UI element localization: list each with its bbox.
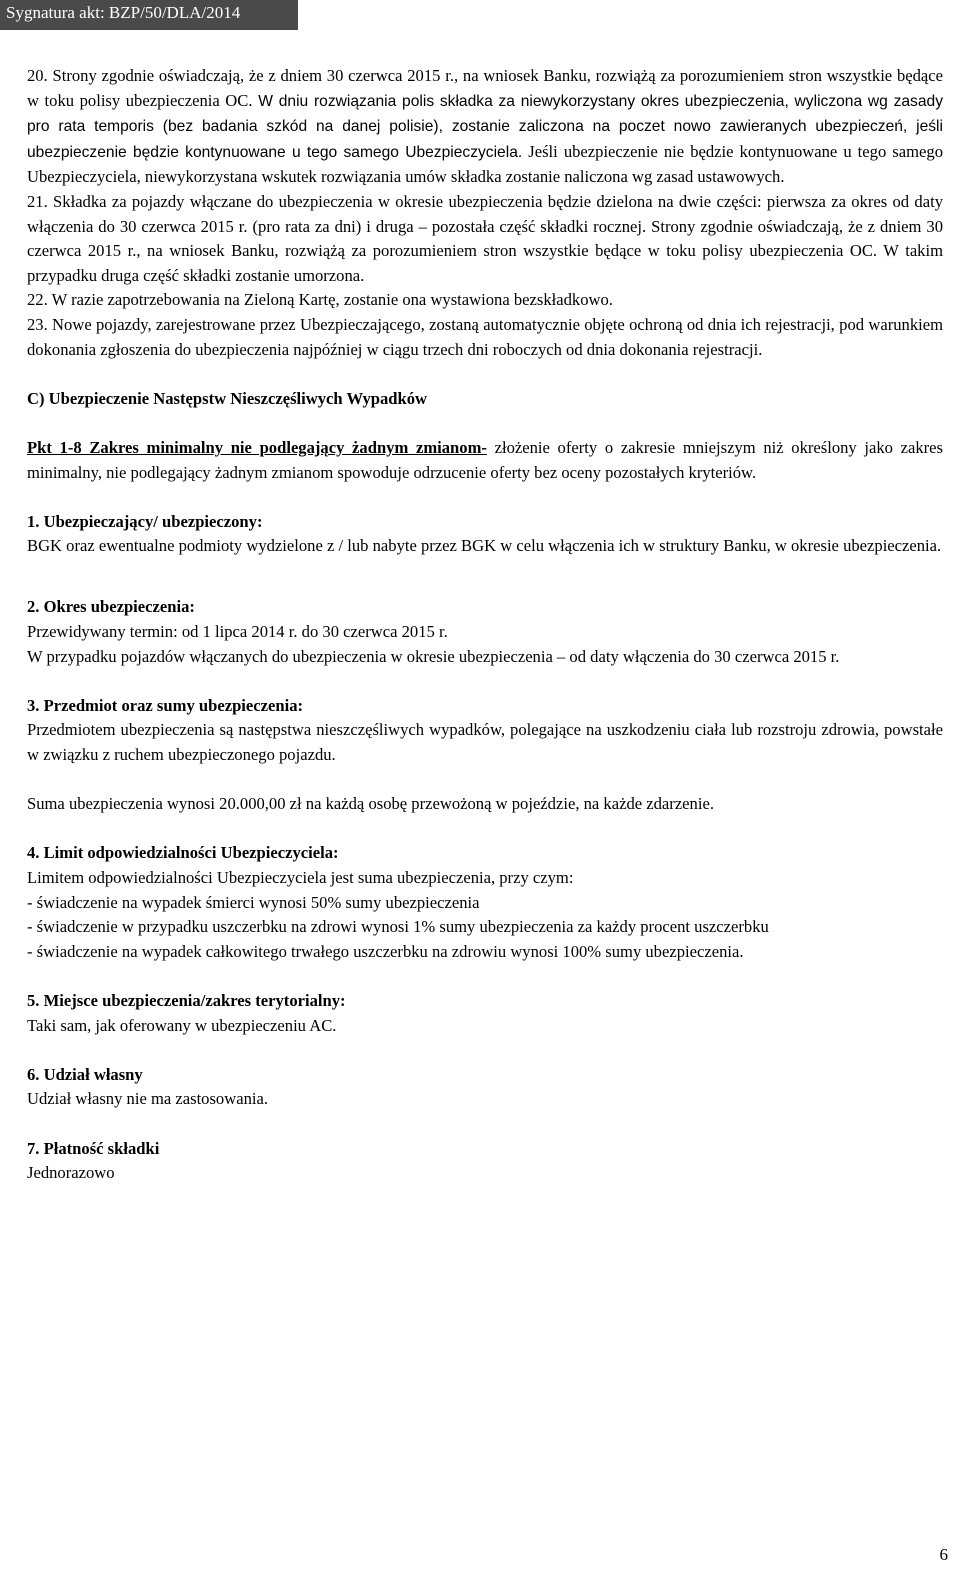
section-7-title: 7. Płatność składki xyxy=(27,1138,160,1158)
pkt-lead: Pkt 1-8 Zakres minimalny nie podlegający żadnym zmianom- xyxy=(27,437,487,457)
section-3-title: 3. Przedmiot oraz sumy ubezpieczenia: xyxy=(27,695,304,715)
section-2-line2: W przypadku pojazdów włączanych do ubezpieczenia w okresie ubezpieczenia – od daty włączenia do 30 czerwca 2015 r. xyxy=(27,646,840,666)
section-5-title: 5. Miejsce ubezpieczenia/zakres terytorialny: xyxy=(27,990,346,1010)
section-4-intro: Limitem odpowiedzialności Ubezpieczyciela jest suma ubezpieczenia, przy czym: xyxy=(27,868,574,887)
paragraph-20: 20. Strony zgodnie oświadczają, że z dniem 30 czerwca 2015 r., na wniosek Banku, rozwiążą za porozumieniem stron wszystkie będące w toku polisy ubezpieczenia OC. W dniu rozwiązania polis składka za niewykorzystany okres ubezpieczenia, wyliczona wg zasady pro rata temporis (bez badania szkód na danej polisie), zostanie zaliczona na poczet nowo zawieranych ubezpieczeń, jeśli ubezpieczenie będzie kontynuowane u tego samego Ubezpieczyciela. Jeśli ubezpieczenie nie będzie kontynuowane u tego samego Ubezpieczyciela, niewykorzystana wskutek rozwiązania umów składka zostanie naliczona wg zasad ustawowych. xyxy=(27,66,943,187)
section-2-line1: Przewidywany termin: od 1 lipca 2014 r. do 30 czerwca 2015 r. xyxy=(27,622,448,642)
section-3-text: Przedmiotem ubezpieczenia są następstwa nieszczęśliwych wypadków, polegające na uszkodzeniu ciała lub rozstroju zdrowia, powstałe w związku z ruchem ubezpieczonego pojazdu. xyxy=(27,720,943,765)
section-4-item: - świadczenie na wypadek śmierci wynosi 50% sumy ubezpieczenia xyxy=(27,892,480,912)
section-4-item: - świadczenie na wypadek całkowitego trwałego uszczerbku na zdrowiu wynosi 100% sumy ubezpieczenia. xyxy=(27,941,744,961)
section-5-text: Taki sam, jak oferowany w ubezpieczeniu AC. xyxy=(27,1015,337,1035)
paragraph-22: 22. W razie zapotrzebowania na Zieloną Kartę, zostanie ona wystawiona bezskładkowo. xyxy=(27,290,613,310)
section-c-title: C) Ubezpieczenie Następstw Nieszczęśliwych Wypadków xyxy=(27,388,428,408)
pkt-1-8-note: Pkt 1-8 Zakres minimalny nie podlegający żadnym zmianom- złożenie oferty o zakresie mniejszym niż określony jako zakres minimalny, nie podlegający żadnym zmianom spowoduje odrzucenie oferty bez oceny pozostałych kryteriów. xyxy=(27,437,943,482)
signature-text: Sygnatura akt: BZP/50/DLA/2014 xyxy=(6,3,241,22)
section-1-text: BGK oraz ewentualne podmioty wydzielone z / lub nabyte przez BGK w celu włączenia ich w struktury Banku, w okresie ubezpieczenia. xyxy=(27,536,942,556)
section-6-title: 6. Udział własny xyxy=(27,1064,143,1084)
section-3-suma: Suma ubezpieczenia wynosi 20.000,00 zł na każdą osobę przewożoną w pojeździe, na każde zdarzenie. xyxy=(27,794,714,814)
section-7-text: Jednorazowo xyxy=(27,1163,115,1183)
section-4-item: - świadczenie w przypadku uszczerbku na zdrowi wynosi 1% sumy ubezpieczenia za każdy procent uszczerbku xyxy=(27,917,769,937)
section-6-text: Udział własny nie ma zastosowania. xyxy=(27,1089,268,1109)
paragraph-23: 23. Nowe pojazdy, zarejestrowane przez Ubezpieczającego, zostaną automatycznie objęte ochroną od dnia ich rejestracji, pod warunkiem dokonania zgłoszenia do ubezpieczenia najpóźniej w ciągu trzech dni roboczych od dnia dokonania rejestracji. xyxy=(27,314,943,359)
document-body xyxy=(27,64,943,1186)
paragraph-21: 21. Składka za pojazdy włączane do ubezpieczenia w okresie ubezpieczenia będzie dzielona na dwie części: pierwsza za okres od daty włączenia do 30 czerwca 2015 r. (pro rata za dni) i druga – pozostała część składki rocznej. Strony zgodnie oświadczają, że z dniem 30 czerwca 2015 r., na wniosek Banku, rozwiążą za porozumieniem stron wszystkie będące w toku polisy ubezpieczenia OC. W takim przypadku druga część składki zostanie umorzona. xyxy=(27,191,943,285)
section-4-title: 4. Limit odpowiedzialności Ubezpieczyciela: xyxy=(27,843,339,863)
section-1-title: 1. Ubezpieczający/ ubezpieczony: xyxy=(27,511,263,531)
section-2-title: 2. Okres ubezpieczenia: xyxy=(27,597,195,617)
signature-header xyxy=(0,0,298,30)
page-number: 6 xyxy=(939,1545,948,1564)
